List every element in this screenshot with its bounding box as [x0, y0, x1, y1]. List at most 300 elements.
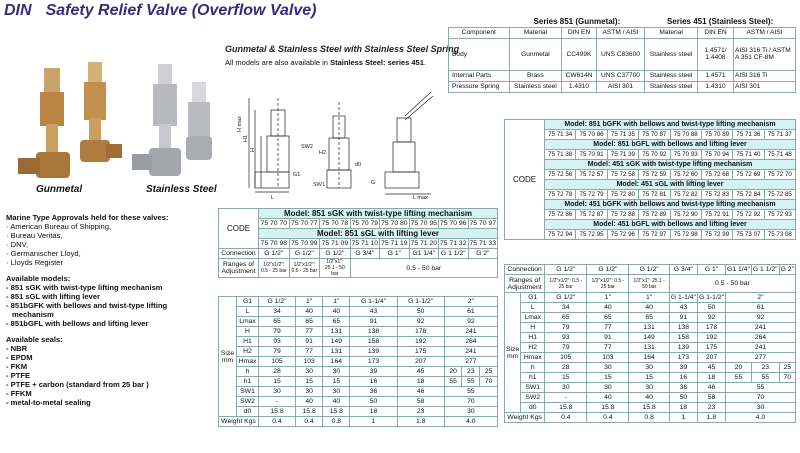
size-row	[505, 343, 796, 353]
approval-item: · Germanischer Lloyd,	[6, 249, 81, 258]
model-item: - 851 sGL with lifting lever	[6, 292, 100, 301]
size-row	[505, 363, 796, 373]
size-cell: 23	[751, 363, 779, 373]
size-cell: 131	[629, 343, 669, 353]
material-cell: AISI 316 Ti / ASTM A 351 CF-8M	[734, 38, 796, 70]
size-cell: 91	[296, 337, 323, 347]
code-cell: 75 70 96	[440, 220, 467, 227]
connection-cell: G 1/2"	[545, 265, 587, 275]
code-cell: 75 72 88	[607, 210, 638, 220]
size-cell: 23	[462, 367, 480, 377]
size-cell: 178	[697, 323, 725, 333]
code-cell: 75 72 93	[764, 210, 795, 220]
code-cell: 75 71 48	[764, 150, 795, 160]
size-cell: 79	[259, 347, 296, 357]
drawing-label: SW2	[301, 144, 313, 150]
model-row	[505, 140, 796, 150]
size-cell: 105	[545, 353, 587, 363]
code-row	[505, 230, 796, 240]
size-cell: 55	[726, 373, 752, 383]
size-row	[219, 297, 498, 307]
size-cell: G 1-1/4"	[350, 297, 397, 307]
size-label: Size mm	[505, 293, 521, 413]
code-cell: 75 73 08	[764, 230, 795, 240]
size-cell: 43	[669, 303, 697, 313]
code-cell: 75 72 57	[576, 170, 607, 180]
code-cell: 75 70 80	[381, 220, 408, 227]
size-cell: 30	[296, 367, 323, 377]
approvals-heading: Marine Type Approvals held for these valves:	[6, 213, 169, 222]
row-label: Connection	[505, 265, 545, 275]
code-cell: 75 72 69	[733, 170, 764, 180]
stainless-valve-image	[132, 64, 212, 176]
size-cell: 105	[259, 357, 296, 367]
size-cell: 1"	[587, 293, 629, 303]
approval-item: · DNV,	[6, 240, 29, 249]
size-cell: 70	[779, 373, 795, 383]
size-cell: G 1-1/2"	[397, 297, 444, 307]
size-row	[505, 393, 796, 403]
availability-note	[225, 58, 426, 67]
size-cell: 55	[462, 377, 480, 387]
size-cell: 79	[545, 343, 587, 353]
size-cell: 192	[697, 333, 725, 343]
model-row	[505, 220, 796, 230]
size-cell: 23	[397, 407, 444, 417]
size-row	[505, 373, 796, 383]
size-cell: 175	[697, 343, 725, 353]
size-cell: 158	[669, 333, 697, 343]
code-cell: 75 71 33	[469, 240, 496, 247]
size-cell: 46	[697, 383, 725, 393]
size-cell: 36	[669, 383, 697, 393]
code-cell: 75 70 95	[410, 220, 438, 227]
drawing-label: G1	[293, 172, 301, 178]
connection-cell: G1 1/4"	[727, 266, 750, 273]
size-cell: 139	[669, 343, 697, 353]
size-row	[505, 333, 796, 343]
drawing-label: SW1	[313, 182, 325, 188]
size-cell: 139	[350, 347, 397, 357]
code-cell: 75 71 37	[764, 130, 795, 140]
material-cell: AISI 316 Ti	[734, 70, 796, 81]
size-cell: 77	[296, 347, 323, 357]
size-cell: 25	[480, 367, 498, 377]
size-cell: 55	[444, 377, 462, 387]
dim-label: Lmax	[237, 317, 259, 327]
size-row	[505, 293, 796, 303]
connection-cell: G 1/2"	[587, 265, 629, 275]
size-cell: 39	[669, 363, 697, 373]
code-cell: 75 72 81	[639, 190, 670, 200]
weight-cell: 0.4	[545, 413, 587, 423]
size-cell: 65	[323, 317, 350, 327]
material-cell: Stainless steel	[645, 38, 698, 70]
size-cell: 30	[726, 403, 796, 413]
material-cell: Stainless steel	[645, 70, 698, 81]
size-cell: 15	[587, 373, 629, 383]
dim-label: G1	[237, 297, 259, 307]
size-cell: 65	[259, 317, 296, 327]
size-cell: 241	[444, 347, 497, 357]
blank-cell	[449, 16, 510, 27]
code-cell: 75 72 97	[639, 230, 670, 240]
size-cell: 77	[587, 343, 629, 353]
size-label: Size mm	[219, 297, 237, 417]
size-cell: 45	[397, 367, 444, 377]
size-cell: 173	[669, 353, 697, 363]
stainless-label: Stainless Steel	[146, 184, 217, 195]
weight-cell: 0.4	[259, 417, 296, 427]
connection-row	[505, 265, 796, 275]
model-row	[505, 120, 796, 130]
code-cell: 75 70 79	[351, 220, 379, 227]
code-cell: 75 71 39	[607, 150, 638, 160]
approvals-section	[6, 213, 216, 407]
code-cell: 75 72 56	[545, 170, 576, 180]
dim-label: d0	[237, 407, 259, 417]
drawing-label: G	[371, 180, 376, 186]
drawing-label: L	[271, 195, 275, 200]
weight-cell: 0.8	[629, 413, 669, 423]
code-cell: 75 72 58	[607, 170, 638, 180]
size-cell: 61	[726, 303, 796, 313]
code-cell: 75 70 86	[576, 130, 607, 140]
size-cell: 91	[669, 313, 697, 323]
connection-cell: G 1 1/2"	[752, 266, 778, 273]
gunmetal-valve-image	[18, 62, 122, 178]
dim-label: L	[237, 307, 259, 317]
range-cell: 1/2"x1/2": 0.5 - 25 bar	[545, 275, 587, 293]
size-cell: 131	[629, 323, 669, 333]
material-cell: AISI 301	[596, 81, 644, 92]
code-cell: 75 70 98	[259, 239, 290, 249]
col-header: Material	[509, 27, 562, 38]
seal-item: - PTFE	[6, 371, 31, 380]
dim-label: d0	[521, 403, 545, 413]
weight-cell: 0.4	[296, 417, 323, 427]
size-cell: 79	[259, 327, 296, 337]
size-cell: 91	[350, 317, 397, 327]
seal-item: - NBR	[6, 344, 28, 353]
code-cell: 75 72 92	[733, 210, 764, 220]
code-row	[505, 170, 796, 180]
size-cell: 149	[323, 337, 350, 347]
dim-label: SW1	[521, 383, 545, 393]
size-cell: 241	[726, 343, 796, 353]
drawing-label: d0	[355, 162, 362, 168]
seal-item: - metal-to-metal sealing	[6, 398, 91, 407]
size-cell: 30	[545, 383, 587, 393]
code-row	[505, 210, 796, 220]
size-cell: 15.8	[587, 403, 629, 413]
model-row	[505, 180, 796, 190]
series-451-heading: Series 451 (Stainless Steel):	[666, 16, 774, 26]
connection-cell: G 1/2"	[320, 249, 351, 259]
size-cell: 30	[629, 363, 669, 373]
code-cell: 75 71 35	[607, 130, 638, 140]
range-row	[505, 275, 796, 293]
code-cell: 75 70 92	[639, 150, 670, 160]
connection-cell: G 3/4"	[669, 265, 697, 275]
model-row	[505, 160, 796, 170]
row-label: Ranges of Adjustment	[505, 275, 545, 293]
size-row	[505, 313, 796, 323]
right-spec-table	[504, 119, 796, 240]
connection-cell: G 2"	[780, 266, 794, 273]
drawing-label: H1	[243, 134, 249, 142]
size-cell: 93	[259, 337, 296, 347]
size-cell: 1"	[323, 297, 350, 307]
size-row	[505, 383, 796, 393]
size-cell: 15.8	[629, 403, 669, 413]
size-cell: G 1/2"	[545, 293, 587, 303]
model-heading: Model: 851 sGL with lifting lever	[259, 229, 498, 239]
size-cell: 264	[726, 333, 796, 343]
code-cell: 75 72 60	[670, 170, 701, 180]
size-cell: 175	[397, 347, 444, 357]
size-cell: 46	[397, 387, 444, 397]
left-spec-table	[218, 208, 498, 278]
size-cell: G 1/2"	[259, 297, 296, 307]
dim-label: Hmax	[521, 353, 545, 363]
title-prefix: DIN	[4, 2, 32, 19]
weight-cell: 0.4	[587, 413, 629, 423]
material-cell: Internal Parts	[449, 70, 510, 81]
code-cell: 75 72 98	[670, 230, 701, 240]
range-cell: 1/2"x1/2": 0.5 - 25 bar	[259, 259, 290, 278]
weight-label: Weight Kgs	[505, 413, 545, 423]
dim-label: h	[521, 363, 545, 373]
code-cell: 75 72 85	[764, 190, 795, 200]
size-cell: 15	[296, 377, 323, 387]
material-cell: CC499K	[562, 38, 596, 70]
series-851-heading: Series 851 (Gunmetal):	[533, 16, 621, 26]
model-row	[505, 200, 796, 210]
approval-item: · Lloyds Register	[6, 258, 63, 267]
size-cell: 39	[350, 367, 397, 377]
size-cell: 1"	[296, 297, 323, 307]
dim-label: SW2	[237, 397, 259, 407]
size-cell: 173	[350, 357, 397, 367]
approval-item: · American Bureau of Shipping,	[6, 222, 112, 231]
size-cell: G 1-1/4"	[670, 294, 696, 301]
material-cell: Brass	[509, 70, 562, 81]
size-cell: 15.8	[259, 407, 296, 417]
size-cell: 79	[545, 323, 587, 333]
weight-cell: 4.0	[726, 413, 796, 423]
size-cell: 92	[697, 313, 725, 323]
dim-label: Lmax	[521, 313, 545, 323]
size-cell: 40	[296, 307, 323, 317]
code-cell: 75 72 78	[545, 190, 576, 200]
size-cell: 30	[587, 363, 629, 373]
col-header: Component	[449, 27, 510, 38]
note-end: .	[423, 58, 426, 67]
size-row	[505, 323, 796, 333]
size-cell: 15.8	[545, 403, 587, 413]
model-item: - 851bGFK with bellows and twist-type lifting	[6, 301, 168, 310]
connection-cell: G 3/4"	[350, 249, 379, 259]
size-cell: 18	[669, 403, 697, 413]
code-cell: 75 72 70	[764, 170, 795, 180]
connection-cell: G 1"	[697, 265, 725, 275]
dim-label: H	[237, 327, 259, 337]
size-row	[505, 303, 796, 313]
model-heading: Model: 851 bGFL with bellows and lifting lever	[545, 140, 796, 150]
size-cell: 34	[545, 303, 587, 313]
code-cell: 75 71 40	[733, 150, 764, 160]
code-cell: 75 72 90	[670, 210, 701, 220]
size-cell: 70	[444, 397, 497, 407]
size-cell: 1"	[629, 293, 669, 303]
size-cell: 45	[697, 363, 725, 373]
size-cell: 164	[323, 357, 350, 367]
size-cell: 2"	[726, 293, 796, 303]
title-main: Safety Relief Valve (Overflow Valve)	[45, 2, 317, 19]
size-cell: 40	[629, 393, 669, 403]
size-cell: 16	[669, 373, 697, 383]
size-cell: 16	[350, 377, 397, 387]
weight-label: Weight Kgs	[219, 417, 259, 427]
page-title	[4, 2, 317, 20]
size-cell: 23	[697, 403, 725, 413]
model-heading: Model: 451 bGFK with bellows and twist-type lifting mechanism	[545, 200, 796, 210]
size-cell: 91	[587, 333, 629, 343]
code-cell: 75 71 20	[410, 240, 438, 247]
drawing-label: H	[250, 148, 256, 152]
note-bold: Stainless Steel: series 451	[330, 58, 424, 67]
subheading: Gunmetal & Stainless Steel with Stainless Steel Spring	[225, 44, 460, 54]
code-cell: 75 70 94	[701, 150, 732, 160]
material-cell: Pressure Spring	[449, 81, 510, 92]
size-cell: 15	[629, 373, 669, 383]
size-cell: 61	[444, 307, 497, 317]
weight-cell: 1.8	[697, 413, 725, 423]
material-cell: Gunmetal	[509, 38, 562, 70]
size-cell: 28	[545, 363, 587, 373]
size-cell: 30	[587, 383, 629, 393]
model-heading: Model: 851 bGFK with bellows and twist-type lifting mechanism	[545, 120, 796, 130]
code-cell: 75 70 89	[701, 130, 732, 140]
size-cell: 65	[296, 317, 323, 327]
dim-label: h1	[237, 377, 259, 387]
weight-cell: 0.8	[323, 417, 350, 427]
size-cell: 93	[545, 333, 587, 343]
col-header: Material	[645, 27, 698, 38]
size-cell: 50	[697, 303, 725, 313]
code-cell: 75 72 84	[733, 190, 764, 200]
seal-item: - FFKM	[6, 389, 32, 398]
seal-item: - FKM	[6, 362, 28, 371]
model-item: - 851bGFL with bellows and lifting lever	[6, 319, 149, 328]
size-cell: 15	[545, 373, 587, 383]
size-cell: 20	[444, 367, 462, 377]
connection-cell: G 1/2"	[259, 249, 290, 259]
row-label: Ranges of Adjustment	[219, 259, 259, 278]
code-cell: 75 71 10	[351, 240, 379, 247]
col-header: DIN EN	[698, 27, 734, 38]
size-cell: 40	[323, 307, 350, 317]
models-heading: Available models:	[6, 274, 71, 283]
size-cell: 18	[350, 407, 397, 417]
dim-label: h	[237, 367, 259, 377]
size-cell: 92	[726, 313, 796, 323]
size-cell: 158	[350, 337, 397, 347]
size-cell: 192	[397, 337, 444, 347]
connection-cell: G 1 1/2"	[439, 249, 468, 259]
code-row	[505, 130, 796, 140]
weight-cell: 1.8	[397, 417, 444, 427]
dim-label: SW2	[521, 393, 545, 403]
size-cell: 149	[629, 333, 669, 343]
code-cell: 75 70 93	[670, 150, 701, 160]
size-cell: 15	[259, 377, 296, 387]
weight-row	[505, 413, 796, 423]
dim-label: h1	[521, 373, 545, 383]
code-cell: 75 72 79	[576, 190, 607, 200]
size-cell: 55	[726, 383, 796, 393]
col-header: ASTM / AISI	[734, 27, 796, 38]
material-cell: Body	[449, 38, 510, 70]
size-cell: 18	[697, 373, 725, 383]
size-cell: 2"	[444, 297, 497, 307]
size-cell: 65	[545, 313, 587, 323]
size-cell: 138	[350, 327, 397, 337]
code-cell: 75 70 77	[289, 219, 320, 229]
size-row	[219, 337, 498, 347]
size-cell: 25	[779, 363, 795, 373]
material-cell: UNS C83600	[596, 38, 644, 70]
connection-cell: G 1"	[380, 249, 409, 259]
material-cell: 1.4310	[562, 81, 596, 92]
size-row	[505, 403, 796, 413]
size-cell: -	[545, 393, 587, 403]
size-cell: G 1-1/2"	[698, 294, 725, 301]
seal-item: - PTFE + carbon (standard from 25 bar )	[6, 380, 149, 389]
size-cell: 58	[397, 397, 444, 407]
size-row	[219, 387, 498, 397]
size-cell: 18	[397, 377, 444, 387]
materials-table	[448, 16, 796, 93]
size-cell: 277	[444, 357, 497, 367]
size-row	[219, 407, 498, 417]
code-cell: 75 70 88	[670, 130, 701, 140]
code-cell: 75 70 87	[639, 130, 670, 140]
size-cell: 40	[629, 303, 669, 313]
size-cell: 40	[296, 397, 323, 407]
drawing-label: H max	[237, 116, 243, 132]
drawing-label: H2	[319, 150, 327, 156]
code-cell: 75 70 91	[576, 150, 607, 160]
size-cell: 264	[444, 337, 497, 347]
size-cell: -	[259, 397, 296, 407]
size-cell: 164	[629, 353, 669, 363]
code-cell: 75 72 99	[701, 230, 732, 240]
size-cell: 207	[397, 357, 444, 367]
size-row	[219, 317, 498, 327]
dim-label: H2	[521, 343, 545, 353]
seals-heading: Available seals:	[6, 335, 63, 344]
code-cell: 75 71 38	[545, 150, 576, 160]
range-cell: 1/2"x1/2": 0.5 - 25 bar	[587, 275, 629, 293]
size-cell: 92	[397, 317, 444, 327]
range-cell: 0.5 - 50 bar	[350, 259, 497, 278]
material-cell: Stainless steel	[509, 81, 562, 92]
dim-label: H2	[237, 347, 259, 357]
range-cell: 1/2"x1/2": 0.5 - 25 bar	[289, 259, 320, 278]
code-cell: 75 72 68	[701, 170, 732, 180]
